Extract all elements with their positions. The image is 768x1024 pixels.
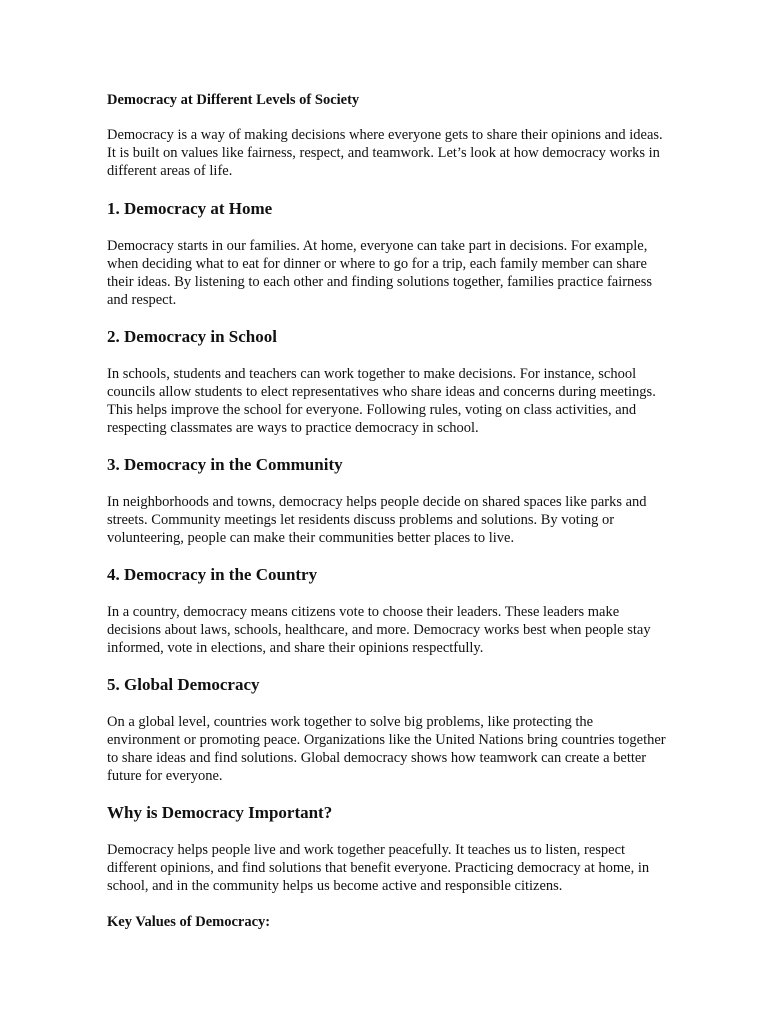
section-community [107,455,668,547]
intro-paragraph: Democracy is a way of making decisions where everyone gets to share their opinions and ideas. It is built on values like fairness, respect, and teamwork. Let’s look at how democracy works in different areas of life. [107,127,663,179]
section-body-home: Democracy starts in our families. At home, everyone can take part in decisions. For example, when deciding what to eat for dinner or where to go for a trip, each family member can share their ideas. By listening to each other and finding solutions together, families practice fairness and respect. [107,238,653,308]
section-global [107,675,668,785]
section-heading-school: 2. Democracy in School [107,327,277,346]
key-values-heading: Key Values of Democracy: [107,914,271,930]
section-body-school: In schools, students and teachers can work together to make decisions. For instance, school councils allow students to elect representatives who share ideas and concerns during meetings. This helps improve the school for everyone. Following rules, voting on class activities, and respecting classmates are ways to practice democracy in school. [107,366,656,436]
section-importance [107,803,668,895]
section-heading-global: 5. Global Democracy [107,675,260,694]
section-country [107,565,668,657]
section-heading-community: 3. Democracy in the Community [107,455,343,474]
section-home [107,199,668,309]
section-school [107,327,668,437]
section-body-community: In neighborhoods and towns, democracy helps people decide on shared spaces like parks and streets. Community meetings let residents discuss problems and solutions. By voting or volunteering, people can make their communities better places to live. [107,494,647,546]
section-heading-home: 1. Democracy at Home [107,199,273,218]
document-title: Democracy at Different Levels of Society [107,92,360,108]
section-heading-country: 4. Democracy in the Country [107,565,318,584]
section-body-country: In a country, democracy means citizens vote to choose their leaders. These leaders make decisions about laws, schools, healthcare, and more. Democracy works best when people stay informed, vote in elections, and share their opinions respectfully. [107,604,651,656]
section-body-importance: Democracy helps people live and work together peacefully. It teaches us to listen, respect different opinions, and find solutions that benefit everyone. Practicing democracy at home, in school, and in the community helps us become active and responsible citizens. [107,842,650,894]
section-body-global: On a global level, countries work together to solve big problems, like protecting the environment or promoting peace. Organizations like the United Nations bring countries together to share ideas and find solutions. Global democracy shows how teamwork can create a better future for everyone. [107,714,666,784]
section-heading-importance: Why is Democracy Important? [107,803,333,822]
